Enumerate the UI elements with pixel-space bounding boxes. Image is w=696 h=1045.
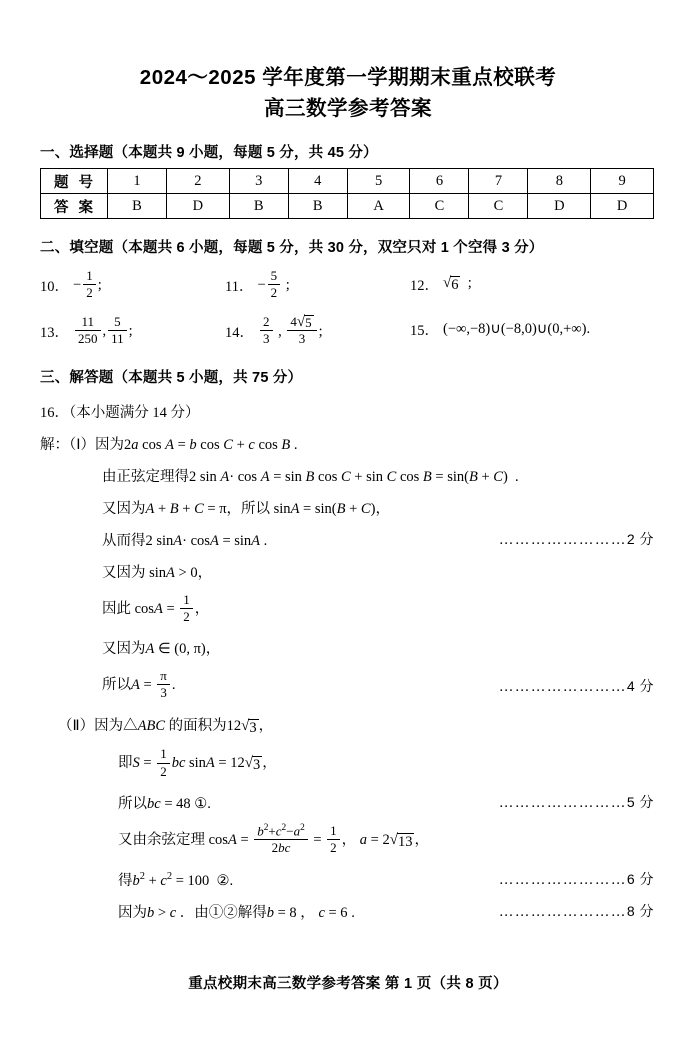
answer-cell: D: [591, 194, 654, 219]
solution-line: [40, 792, 654, 813]
fill-answer-14: [225, 315, 410, 349]
solution-text: 又因为 sinA > 0，: [102, 564, 213, 581]
page-footer: 重点校期末高三数学参考答案 第 1 页（共 8 页）: [188, 976, 508, 992]
question-number-cell: 4: [288, 169, 347, 194]
answer-cell: C: [410, 194, 469, 219]
title-block: [0, 62, 696, 124]
solution-line: [40, 637, 654, 658]
fill-answer-12-label: 12．: [410, 277, 439, 294]
fill-answer-10: [40, 269, 225, 303]
score-dots: ……………………4 分: [498, 677, 654, 695]
solution-text: 由正弦定理得2 sin A· cos A = sin B cos C + sin C cos B = sin(B + C) .: [102, 468, 519, 485]
solution-line: [40, 561, 654, 582]
solution-line: [40, 747, 654, 781]
answer-table: [40, 168, 654, 219]
score-dots: ……………………6 分: [498, 871, 654, 889]
solution-text: 从而得2 sinA· cosA = sinA .: [102, 532, 268, 549]
fill-answer-15-value: (−∞,−8)∪(−8,0)∪(0,+∞).: [443, 321, 591, 337]
fill-answers-row-2: [40, 315, 654, 349]
fill-answer-14-value: $\frac{2}{3}$ , 4 √ 5 3 ;: [258, 315, 323, 349]
answer-cell: C: [469, 194, 528, 219]
fill-answer-11: [225, 269, 410, 303]
solution-text: 因此 cosA = $\frac{1}{2}$ ，: [102, 591, 210, 624]
fill-answer-12-value: √ 6 ;: [443, 274, 472, 293]
section-heading-fill: 二、填空题（本题共 6 小题，每题 5 分，共 30 分，双空只对 1 个空得 3 分）: [40, 240, 544, 256]
table-row: [41, 169, 654, 194]
solution-text: 因为b > c ．由①②解得b = 8 ， c = 6 .: [118, 904, 355, 921]
solution-text: 又因为A + B + C = π，所以 sinA = sin(B + C)，: [102, 500, 390, 517]
question-number-cell: 8: [528, 169, 591, 194]
fill-answer-12: [410, 269, 654, 299]
question-number-cell: 3: [229, 169, 288, 194]
fill-answer-13: [40, 315, 225, 349]
question-number-cell: 1: [108, 169, 167, 194]
solution-text: 解：（Ⅰ）因为2a cos A = b cos C + c cos B .: [40, 436, 298, 453]
question-number-cell: 2: [166, 169, 229, 194]
fill-answer-13-label: 13．: [40, 324, 69, 341]
table-row: [41, 194, 654, 219]
question-number-cell: 9: [591, 169, 654, 194]
problem-16-label: 16．（本小题满分 14 分）: [40, 404, 200, 421]
fill-answer-11-label: 11．: [225, 279, 254, 296]
answer-cell: D: [166, 194, 229, 219]
solution-text: 所以A = $\frac{\pi}{3}$ .: [102, 668, 176, 701]
solution-line: [40, 497, 654, 518]
fill-answers-row-1: [40, 269, 654, 303]
score-dots: ……………………5 分: [498, 794, 654, 812]
answer-sheet-page: [0, 62, 696, 1045]
row-header-question-number: 题 号: [41, 169, 108, 194]
page-title-line-1: 2024～2025 学年度第一学期期末重点校联考: [139, 66, 557, 89]
row-header-answer: 答 案: [41, 194, 108, 219]
question-number-cell: 5: [347, 169, 410, 194]
solution-text: 即S = $\frac{1}{2}$ bc sinA = 12 √ 3 ，: [118, 746, 277, 779]
fill-answer-11-value: − $\frac{5}{2}$ ;: [257, 268, 290, 301]
score-dots: ……………………2 分: [498, 531, 654, 549]
solution-line: [40, 824, 654, 858]
fill-answer-15-label: 15．: [410, 323, 439, 339]
solution-line: [40, 669, 654, 703]
section-heading-solution: 三、解答题（本题共 5 小题，共 75 分）: [40, 369, 303, 386]
solution-line: [40, 529, 654, 550]
solution-text: 又因为A ∈ (0, π)，: [102, 641, 221, 658]
solution-line: [40, 433, 654, 454]
question-number-cell: 6: [410, 169, 469, 194]
fill-answer-10-value: − $\frac{1}{2}$ ;: [73, 268, 102, 301]
answer-cell: A: [347, 194, 410, 219]
solution-line: [40, 869, 654, 890]
solution-line: [40, 714, 654, 737]
solution-text: 又由余弦定理 cosA = $\frac{b^2+c^2-a^2}{2bc}$ = $\frac{1}{2}$ ， a = 2 √ 13 ，: [118, 822, 429, 856]
solution-line: [40, 465, 654, 486]
solution-line: [40, 901, 654, 922]
solution-text: （Ⅱ）因为△ABC 的面积为12 √ 3 ，: [58, 717, 274, 736]
fill-answer-14-label: 14．: [225, 325, 254, 342]
answer-cell: B: [229, 194, 288, 219]
solution-text: 得$b^2 + c^2 = 100$ ②.: [118, 870, 234, 889]
score-dots: ……………………8 分: [498, 903, 654, 921]
solution-line: [40, 593, 654, 627]
document-body: [40, 141, 654, 922]
fill-answer-15: [410, 315, 654, 345]
page-title-line-2: 高三数学参考答案: [264, 97, 432, 120]
question-number-cell: 7: [469, 169, 528, 194]
section-heading-choice: 一、选择题（本题共 9 小题，每题 5 分，共 45 分）: [40, 145, 378, 161]
answer-cell: B: [108, 194, 167, 219]
answer-cell: D: [528, 194, 591, 219]
fill-answer-10-label: 10．: [40, 279, 69, 296]
fill-answer-13-value: $\frac{11}{250}$ , $\frac{5}{11}$ ;: [73, 315, 133, 349]
solution-text: 所以bc = 48 ①.: [118, 795, 211, 812]
answer-cell: B: [288, 194, 347, 219]
